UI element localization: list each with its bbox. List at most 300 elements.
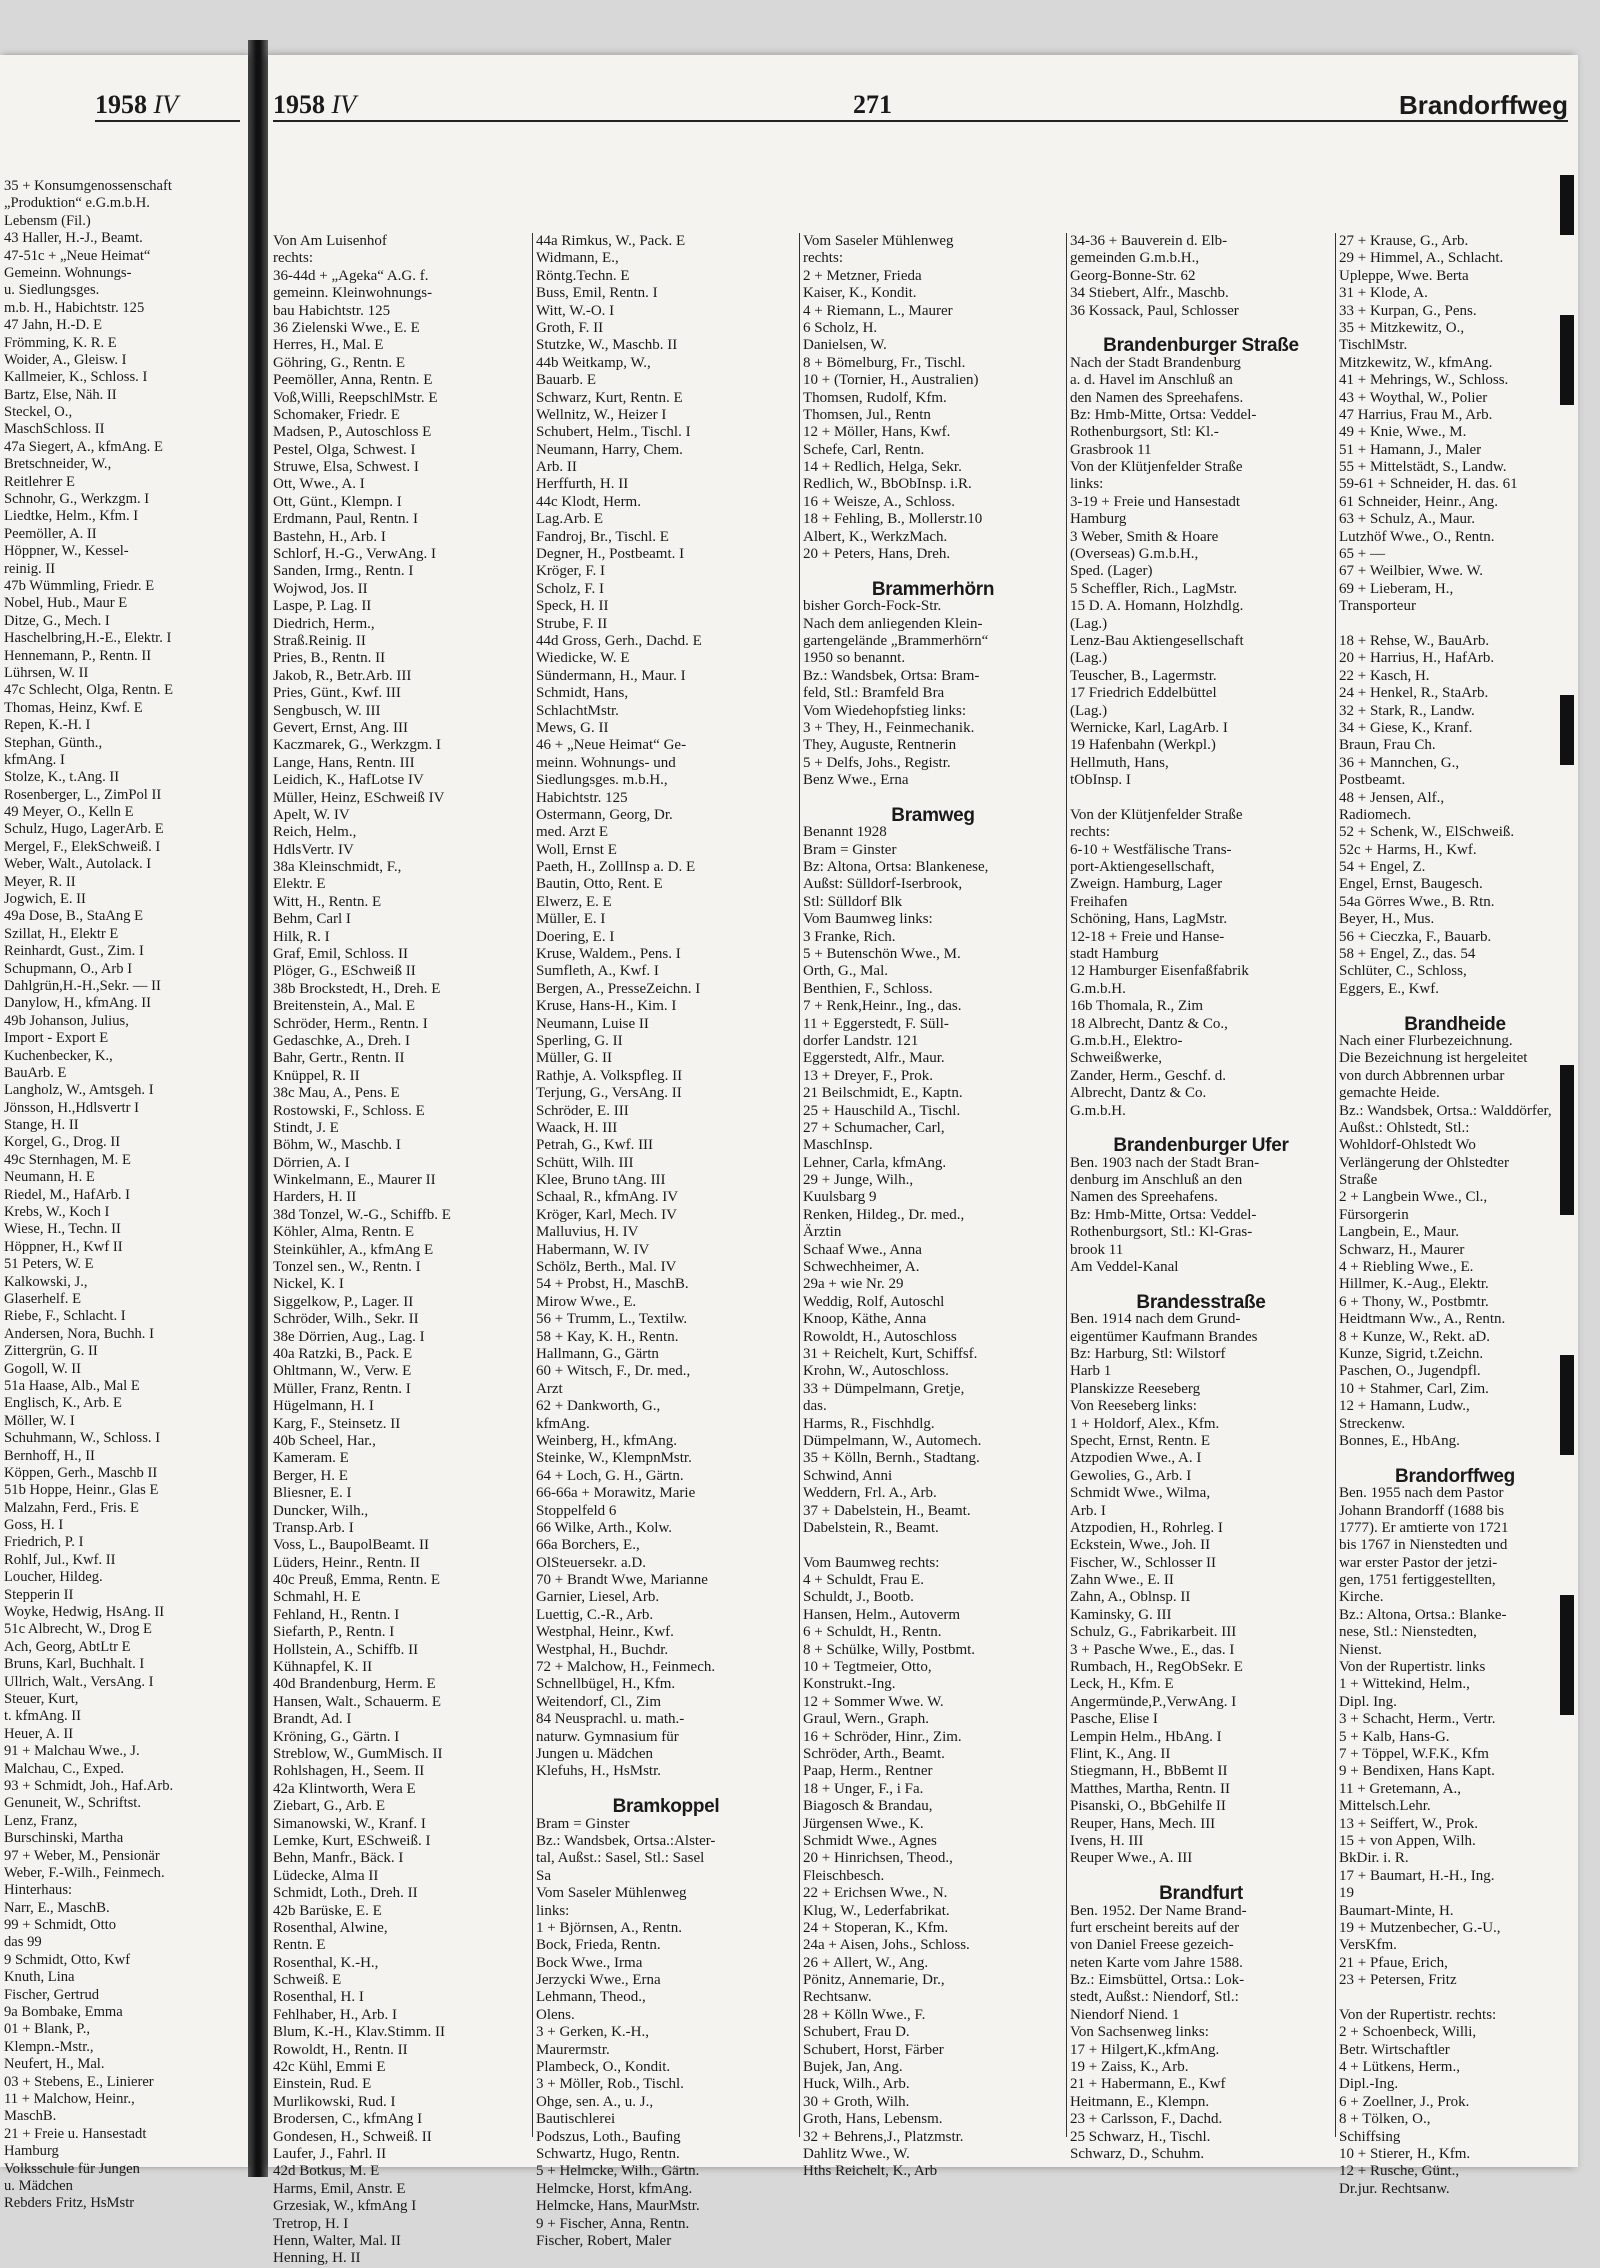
directory-line: Krohn, W., Autoschloss.	[803, 1363, 949, 1380]
directory-line: Plöger, G., ESchweiß II	[273, 963, 416, 980]
directory-line: Neufert, H., Mal.	[4, 2056, 105, 2073]
left-header-volume: IV	[153, 90, 179, 119]
directory-line: Müller, G. II	[536, 1050, 613, 1067]
directory-line: Streckenw.	[1339, 1415, 1406, 1432]
directory-line: Lange, Hans, Rentn. III	[273, 754, 415, 771]
directory-line: Elektr. E	[273, 876, 326, 893]
directory-line: Sengbusch, W. III	[273, 702, 381, 719]
directory-line: Bock Wwe., Irma	[536, 1954, 643, 1971]
directory-line: Biagosch & Brandau,	[803, 1798, 933, 1815]
directory-line: Rohlshagen, H., Seem. II	[273, 1763, 425, 1780]
directory-line: Repen, K.-H. I	[4, 717, 91, 734]
directory-line: 91 + Malchau Wwe., J.	[4, 1743, 140, 1760]
directory-line: Thomsen, Rudolf, Kfm.	[803, 389, 947, 406]
directory-line: Wiese, H., Techn. II	[4, 1221, 121, 1238]
directory-line: Vom Saseler Mühlenweg	[536, 1885, 687, 1902]
book-gutter	[248, 40, 268, 2177]
directory-line: 47-51c + „Neue Heimat“	[4, 247, 151, 264]
directory-line: Fischer, Robert, Maler	[536, 2232, 672, 2249]
directory-line: Wellnitz, W., Heizer I	[536, 406, 667, 423]
directory-line: eigentümer Kaufmann Brandes	[1070, 1328, 1258, 1345]
directory-line: Müller, Heinz, ESchweiß IV	[273, 789, 445, 806]
directory-line: 40b Scheel, Har.,	[273, 1432, 376, 1449]
directory-line: Schmidt, Hans,	[536, 685, 629, 702]
directory-line: 40d Brandenburg, Herm. E	[273, 1676, 436, 1693]
directory-line: Hansen, Walt., Schauerm. E	[273, 1693, 442, 1710]
directory-line: rechts:	[803, 250, 843, 267]
directory-line: Terjung, G., VersAng. II	[536, 1085, 682, 1102]
directory-line: 8 + Schülke, Willy, Postbmt.	[803, 1641, 976, 1658]
directory-line: 36 + Mannchen, G.,	[1339, 754, 1460, 771]
directory-line: links:	[1070, 476, 1104, 493]
directory-line: 13 + Seiffert, W., Prok.	[1339, 1815, 1479, 1832]
directory-line: Lenz, Franz,	[4, 1812, 78, 1829]
directory-line: Englisch, K., Arb. E	[4, 1395, 122, 1412]
blank-line	[1339, 998, 1571, 1015]
directory-line: 52 + Schenk, W., ElSchweiß.	[1339, 824, 1515, 841]
directory-line: Langholz, W., Amtsgeh. I	[4, 1082, 154, 1099]
street-heading: Brandesstraße	[1136, 1291, 1266, 1313]
directory-line: Hillmer, K.-Aug., Elektr.	[1339, 1276, 1489, 1293]
directory-line: Krebs, W., Koch I	[4, 1204, 110, 1221]
directory-line: 25 Schwarz, H., Tischl.	[1070, 2128, 1211, 2145]
directory-line: MaschSchloss. II	[4, 421, 105, 438]
directory-line: Straße	[1339, 1172, 1378, 1189]
directory-line: Postbeamt.	[1339, 772, 1406, 789]
directory-line: Ärztin	[803, 1224, 842, 1241]
entries-column-5	[1339, 233, 1571, 2198]
directory-line: Von der Rupertistr. rechts:	[1339, 2006, 1497, 2023]
directory-line: Buss, Emil, Rentn. I	[536, 285, 658, 302]
directory-line: 7 + Töppel, W.F.K., Kfm	[1339, 1745, 1489, 1762]
directory-line: Paeth, H., ZollInsp a. D. E	[536, 859, 696, 876]
directory-line: Bz.: Altona, Ortsa.: Blanke-	[1339, 1606, 1507, 1623]
directory-line: Steuer, Kurt,	[4, 1690, 79, 1707]
directory-line: Lührsen, W. II	[4, 664, 89, 681]
directory-line: 4 + Schuldt, Frau E.	[803, 1572, 924, 1589]
directory-line: Verlängerung der Ohlstedter	[1339, 1154, 1509, 1171]
directory-line: 8 + Bömelburg, Fr., Tischl.	[803, 354, 966, 371]
directory-line: links:	[536, 1902, 570, 1919]
directory-line: Doering, E. I	[536, 928, 615, 945]
blank-line	[1070, 790, 1332, 807]
directory-line: a. d. Havel im Anschluß an	[1070, 372, 1233, 389]
directory-line: Thomas, Heinz, Kwf. E	[4, 699, 143, 716]
street-heading: Brammerhörn	[871, 578, 995, 600]
directory-line: Mergel, F., ElekSchweiß. I	[4, 838, 161, 855]
directory-line: Schröder, E. III	[536, 1102, 629, 1119]
directory-line: gemeinden G.m.b.H.,	[1070, 250, 1200, 267]
directory-line: Außst.: Ohlstedt, Stl.:	[1339, 1119, 1470, 1136]
directory-line: 93 + Schmidt, Joh., Haf.Arb.	[4, 1777, 174, 1794]
directory-line: Bernhoff, H., II	[4, 1447, 95, 1464]
directory-line: 20 + Harrius, H., HafArb.	[1339, 650, 1495, 667]
directory-line: Schomaker, Friedr. E	[273, 406, 400, 423]
directory-line: Ullrich, Walt., VersAng. I	[4, 1673, 154, 1690]
directory-line: They, Auguste, Rentnerin	[803, 737, 957, 754]
directory-line: Fleischbesch.	[803, 1867, 885, 1884]
directory-line: Schmidt, Loth., Dreh. II	[273, 1885, 418, 1902]
directory-line: Redlich, W., BbObInsp. i.R.	[803, 476, 972, 493]
directory-line: rechts:	[1070, 824, 1110, 841]
directory-line: 49b Johanson, Julius,	[4, 1012, 129, 1029]
directory-line: 9 + Fischer, Anna, Rentn.	[536, 2215, 690, 2232]
directory-line: Beyer, H., Mus.	[1339, 911, 1435, 928]
directory-line: 65 + —	[1339, 546, 1385, 563]
directory-line: 8 + Tölken, O.,	[1339, 2111, 1431, 2128]
directory-line: 19 Hafenbahn (Werkpl.)	[1070, 737, 1216, 754]
directory-line: Gedaschke, A., Dreh. I	[273, 1032, 411, 1049]
directory-line: Schefe, Carl, Rentn.	[803, 441, 925, 458]
directory-line: Schnellbügel, H., Kfm.	[536, 1676, 676, 1693]
directory-line: Grzesiak, W., kfmAng I	[273, 2198, 417, 2215]
directory-line: 40a Ratzki, B., Pack. E	[273, 1346, 413, 1362]
directory-line: Malchau, C., Exped.	[4, 1760, 124, 1777]
directory-line: Kaiser, K., Kondit.	[803, 285, 917, 302]
street-heading: Brandfurt	[1159, 1883, 1243, 1905]
directory-line: 10 + Stierer, H., Kfm.	[1339, 2145, 1471, 2162]
directory-line: Dabelstein, R., Beamt.	[803, 1519, 939, 1536]
directory-line: Niendorf Niend. 1	[1070, 2006, 1180, 2023]
directory-line: Bz.: Wandsbek, Ortsa: Bram-	[803, 667, 980, 684]
directory-line: Nickel, K. I	[273, 1276, 344, 1293]
directory-line: 35 + Kölln, Bernh., Stadtang.	[803, 1450, 980, 1467]
thumb-index-mark	[1560, 175, 1574, 235]
directory-line: 6 + Zoellner, J., Prok.	[1339, 2093, 1470, 2110]
directory-line: Schuhmann, W., Schloss. I	[4, 1430, 161, 1447]
directory-line: 42b Barüske, E. E	[273, 1902, 382, 1919]
directory-line: Eckstein, Wwe., Joh. II	[1070, 1537, 1211, 1554]
directory-line: Jakob, R., Betr.Arb. III	[273, 667, 412, 684]
directory-line: Schröder, Herm., Rentn. I	[273, 1015, 428, 1032]
directory-line: Bz: Harburg, Stl: Wilstorf	[1070, 1346, 1226, 1362]
directory-line: Henning, H. II	[273, 2250, 361, 2267]
directory-line: Schulz, G., Fabrikarbeit. III	[1070, 1624, 1237, 1641]
directory-line: Steinkühler, A., kfmAng E	[273, 1241, 434, 1258]
directory-line: Import - Export E	[4, 1030, 109, 1047]
directory-line: gemeinn. Kleinwohnungs-	[273, 285, 433, 302]
directory-line: Wojwod, Jos. II	[273, 580, 368, 597]
directory-line: Dr.jur. Rechtsanw.	[1339, 2180, 1450, 2197]
directory-line: Sumfleth, A., Kwf. I	[536, 963, 659, 980]
directory-line: kfmAng.	[536, 1415, 590, 1432]
directory-line: Riebe, F., Schlacht. I	[4, 1308, 126, 1325]
directory-line: Weddern, Frl. A., Arb.	[803, 1485, 937, 1502]
directory-line: Bz: Altona, Ortsa: Blankenese,	[803, 859, 989, 876]
directory-line: Habermann, W. IV	[536, 1241, 650, 1258]
directory-line: Pries, B., Rentn. II	[273, 650, 386, 667]
directory-line: Knoop, Käthe, Anna	[803, 1311, 927, 1328]
directory-line: Dipl.-Ing.	[1339, 2076, 1399, 2093]
directory-line: 11 + Malchow, Heinr.,	[4, 2090, 135, 2107]
directory-line: Malluvius, H. IV	[536, 1224, 639, 1241]
directory-line: Simanowski, W., Kranf. I	[273, 1815, 426, 1832]
directory-line: Hallmann, G., Gärtn	[536, 1346, 659, 1362]
directory-line: 19 + Zaiss, K., Arb.	[1070, 2059, 1189, 2076]
directory-line: 23 + Petersen, Fritz	[1339, 1972, 1457, 1989]
directory-line: Kruse, Hans-H., Kim. I	[536, 998, 677, 1015]
directory-line: (Overseas) G.m.b.H.,	[1070, 546, 1199, 563]
directory-line: Schmidt Wwe., Wilma,	[1070, 1485, 1211, 1502]
directory-line: Pestel, Olga, Schwest. I	[273, 441, 416, 458]
directory-line: Knuth, Lina	[4, 1969, 75, 1986]
directory-line: 12 Hamburger Eisenfaßfabrik	[1070, 963, 1249, 980]
directory-line: Georg-Bonne-Str. 62	[1070, 267, 1196, 284]
directory-line: port-Aktiengesellschaft,	[1070, 859, 1215, 876]
street-heading: Brandenburger Ufer	[1113, 1135, 1289, 1157]
directory-line: Kunze, Sigrid, t.Zeichn.	[1339, 1346, 1484, 1362]
directory-line: 10 + Tegtmeier, Otto,	[803, 1659, 932, 1676]
directory-line: Matthes, Martha, Rentn. II	[1070, 1780, 1230, 1797]
directory-line: Korgel, G., Drog. II	[4, 1134, 121, 1151]
directory-line: Ostermann, Georg, Dr.	[536, 806, 673, 823]
directory-line: Hellmuth, Hans,	[1070, 754, 1169, 771]
directory-line: Schulz, Hugo, LagerArb. E	[4, 821, 164, 838]
directory-line: 34 + Giese, K., Kranf.	[1339, 719, 1473, 736]
directory-line: Lag.Arb. E	[536, 511, 604, 528]
directory-line: Schlorf, H.-G., VerwAng. I	[273, 546, 437, 563]
directory-line: 7 + Renk,Heinr., Ing., das.	[803, 998, 962, 1015]
directory-line: Konstrukt.-Ing.	[803, 1676, 896, 1693]
directory-line: Steckel, O.,	[4, 404, 73, 421]
directory-line: Freihafen	[1070, 893, 1128, 910]
directory-line: G.m.b.H., Elektro-	[1070, 1032, 1183, 1049]
directory-line: Vom Baumweg links:	[803, 911, 933, 928]
directory-line: Lemke, Kurt, ESchweiß. I	[273, 1832, 431, 1849]
directory-line: 21 + Habermann, E., Kwf	[1070, 2076, 1226, 2093]
directory-line: Rohlf, Jul., Kwf. II	[4, 1551, 116, 1568]
directory-line: Atzpodien, H., Rohrleg. I	[1070, 1519, 1223, 1536]
directory-line: 66a Borchers, E.,	[536, 1537, 640, 1554]
directory-line: Tretrop, H. I	[273, 2215, 349, 2232]
directory-line: Blum, K.-H., Klav.Stimm. II	[273, 2024, 445, 2041]
directory-line: Paap, Herm., Rentner	[803, 1763, 933, 1780]
directory-line: Peemöller, A. II	[4, 525, 97, 542]
directory-line: Thomsen, Jul., Rentn	[803, 406, 931, 423]
directory-line: Dahlitz Wwe., W.	[803, 2145, 910, 2162]
directory-line: Kuchenbecker, K.,	[4, 1047, 113, 1064]
directory-line: Orth, G., Mal.	[803, 963, 888, 980]
directory-line: 44d Gross, Gerh., Dachd. E	[536, 632, 702, 649]
directory-line: Höppner, W., Kessel-	[4, 543, 129, 560]
directory-line: Bz.: Wandsbek, Ortsa.: Walddörfer,	[1339, 1102, 1552, 1119]
directory-line: 66 Wilke, Arth., Kolw.	[536, 1519, 673, 1536]
directory-line: 58 + Kay, K. H., Rentn.	[536, 1328, 679, 1345]
directory-line: 5 + Helmcke, Wilh., Gärtn.	[536, 2163, 700, 2180]
directory-line: Hollstein, A., Schiffb. II	[273, 1641, 419, 1658]
directory-line: 4 + Riebling Wwe., E.	[1339, 1259, 1474, 1276]
directory-line: Brandt, Ad. I	[273, 1711, 352, 1728]
directory-line: 6 + Thony, W., Postbmtr.	[1339, 1293, 1489, 1310]
directory-line: Bliesner, E. I	[273, 1485, 352, 1502]
directory-line: 5 + Kalb, Hans-G.	[1339, 1728, 1450, 1745]
directory-line: Weddig, Rolf, Autoschl	[803, 1293, 945, 1310]
directory-line: Schwarz, D., Schuhm.	[1070, 2145, 1205, 2162]
directory-line: Reuper Wwe., A. III	[1070, 1850, 1193, 1867]
directory-line: Groth, Hans, Lebensm.	[803, 2111, 943, 2128]
directory-line: Sündermann, H., Maur. I	[536, 667, 686, 684]
directory-line: 26 + Allert, W., Ang.	[803, 1954, 929, 1971]
directory-line: Schwarz, Kurt, Rentn. E	[536, 389, 683, 406]
directory-line: 10 + (Tornier, H., Australien)	[803, 372, 979, 389]
directory-line: Behn, Manfr., Bäck. I	[273, 1850, 404, 1867]
directory-line: Widmann, E.,	[536, 250, 619, 267]
directory-line: TischlMstr.	[1339, 337, 1408, 354]
directory-line: Bock, Frieda, Rentn.	[536, 1937, 661, 1954]
directory-line: Fischer, W., Schlosser II	[1070, 1554, 1217, 1571]
directory-line: 63 + Schulz, A., Maur.	[1339, 511, 1475, 528]
directory-line: 9 + Bendixen, Hans Kapt.	[1339, 1763, 1495, 1780]
directory-line: 11 + Gretemann, A.,	[1339, 1780, 1462, 1797]
directory-line: Wernicke, Karl, LagArb. I	[1070, 719, 1228, 736]
directory-line: Ben. 1914 nach dem Grund-	[1070, 1311, 1241, 1328]
directory-line: 6 Scholz, H.	[803, 319, 878, 336]
directory-line: Stl: Sülldorf Blk	[803, 893, 903, 910]
directory-line: Groth, F. II	[536, 319, 604, 336]
directory-line: 54 + Probst, H., MaschB.	[536, 1276, 689, 1293]
directory-line: 29a + wie Nr. 29	[803, 1276, 904, 1293]
directory-line: Bujek, Jan, Ang.	[803, 2059, 903, 2076]
directory-line: Köppen, Gerh., Maschb II	[4, 1464, 158, 1481]
directory-line: 3 + Pasche Wwe., E., das. I	[1070, 1641, 1235, 1658]
directory-line: Ben. 1955 nach dem Pastor	[1339, 1485, 1504, 1502]
directory-line: 36 Zielenski Wwe., E. E	[273, 319, 420, 336]
directory-line: 32 + Stark, R., Landw.	[1339, 702, 1475, 719]
directory-line: Vom Saseler Mühlenweg	[803, 233, 954, 249]
directory-line: Gogoll, W. II	[4, 1360, 82, 1377]
directory-line: gartengelände „Brammerhörn“	[803, 632, 989, 649]
directory-line: 03 + Stebens, E., Linierer	[4, 2073, 154, 2090]
directory-line: Liedtke, Helm., Kfm. I	[4, 508, 139, 525]
directory-line: Kaminsky, G. III	[1070, 1606, 1172, 1623]
directory-line: 24 + Henkel, R., StaArb.	[1339, 685, 1489, 702]
directory-line: Gewolies, G., Arb. I	[1070, 1467, 1192, 1484]
entries-column-2	[536, 233, 796, 2250]
directory-line: Ott, Wwe., A. I	[273, 476, 365, 493]
directory-line: Klempn.-Mstr.,	[4, 2038, 94, 2055]
directory-line: Reitlehrer E	[4, 473, 75, 490]
directory-line: Rostowski, F., Schloss. E	[273, 1102, 425, 1119]
directory-line: Bautischlerei	[536, 2111, 616, 2128]
directory-line: Heidtmann Ww., A., Rentn.	[1339, 1311, 1506, 1328]
directory-line: Klefuhs, H., HsMstr.	[536, 1763, 662, 1780]
directory-line: Knüppel, R. II	[273, 1067, 360, 1084]
directory-line: Siefarth, P., Rentn. I	[273, 1624, 395, 1641]
directory-line: Steinke, W., KlempnMstr.	[536, 1450, 692, 1467]
directory-line: Frömming, K. R. E	[4, 334, 117, 351]
directory-line: Lenz-Bau Aktiengesellschaft	[1070, 632, 1244, 649]
directory-line: gemachte Heide.	[1339, 1085, 1440, 1102]
directory-line: Sanden, Irmg., Rentn. I	[273, 563, 414, 580]
directory-line: Jerzycki Wwe., Erna	[536, 1972, 661, 1989]
directory-line: 38d Tonzel, W.-G., Schiffb. E	[273, 1206, 451, 1223]
directory-line: Schwind, Anni	[803, 1467, 893, 1484]
directory-line: Stoppelfeld 6	[536, 1502, 617, 1519]
entries-column-4	[1070, 233, 1332, 2163]
directory-line: Rumbach, H., RegObSekr. E	[1070, 1659, 1243, 1676]
directory-line: Murlikowski, Rud. I	[273, 2093, 396, 2110]
directory-line: 20 + Hinrichsen, Theod.,	[803, 1850, 953, 1867]
right-page	[268, 55, 1578, 2267]
directory-line: Schuldt, J., Bootb.	[803, 1589, 914, 1606]
directory-line: Leidich, K., HafLotse IV	[273, 772, 424, 789]
directory-line: 12 + Hamann, Ludw.,	[1339, 1398, 1470, 1415]
directory-line: Pisanski, O., BbGehilfe II	[1070, 1798, 1226, 1815]
directory-line: 28 + Kölln Wwe., F.	[803, 2006, 926, 2023]
directory-line: reinig. II	[4, 560, 56, 577]
directory-line: Stepperin II	[4, 1586, 74, 1603]
directory-line: 1 + Björnsen, A., Rentn.	[536, 1919, 682, 1936]
page-number: 271	[853, 90, 892, 119]
directory-line: 17 + Baumart, H.-H., Ing.	[1339, 1867, 1495, 1884]
directory-line: BkDir. i. R.	[1339, 1850, 1409, 1867]
directory-line: Schaal, R., kfmAng. IV	[536, 1189, 679, 1206]
directory-line: 42d Botkus, M. E	[273, 2163, 380, 2180]
directory-line: Böhm, W., Maschb. I	[273, 1137, 401, 1154]
directory-line: Rechtsanw.	[803, 1989, 872, 2006]
directory-line: 2 + Metzner, Frieda	[803, 267, 922, 284]
directory-line: Jönsson, H.,Hdlsvertr I	[4, 1099, 139, 1116]
directory-line: Wohldorf-Ohlstedt Wo	[1339, 1137, 1476, 1154]
directory-line: 67 + Weilbier, Wwe. W.	[1339, 563, 1483, 580]
directory-line: Grasbrook 11	[1070, 441, 1152, 458]
directory-line: 23 + Carlsson, F., Dachd.	[1070, 2111, 1223, 2128]
directory-line: 21 + Freie u. Hansestadt	[4, 2125, 147, 2142]
directory-line: Erdmann, Paul, Rentn. I	[273, 511, 418, 528]
directory-line: Transp.Arb. I	[273, 1519, 354, 1536]
directory-line: Bz: Hmb-Mitte, Ortsa: Veddel-	[1070, 406, 1257, 423]
directory-line: m.b. H., Habichtstr. 125	[4, 299, 145, 316]
directory-line: Schöning, Hans, LagMstr.	[1070, 911, 1228, 928]
directory-line: Radiomech.	[1339, 806, 1412, 823]
directory-line: Andersen, Nora, Buchh. I	[4, 1325, 154, 1342]
directory-line: Zahn, A., Oblnsp. II	[1070, 1589, 1191, 1606]
directory-line: 99 + Schmidt, Otto	[4, 1917, 117, 1934]
directory-line: Schiffsing	[1339, 2128, 1401, 2145]
directory-line: t. kfmAng. II	[4, 1708, 82, 1725]
directory-line: Schubert, Horst, Färber	[803, 2041, 944, 2058]
directory-line: Laufer, J., Fahrl. II	[273, 2145, 387, 2162]
directory-line: Haschelbring,H.-E., Elektr. I	[4, 630, 172, 647]
directory-line: 32 + Behrens,J., Platzmstr.	[803, 2128, 964, 2145]
directory-line: Schmidt Wwe., Agnes	[803, 1832, 937, 1849]
directory-line: Vom Baumweg rechts:	[803, 1554, 940, 1571]
directory-line: Namen des Spreehafens.	[1070, 1189, 1218, 1206]
directory-line: 4 + Lütkens, Herm.,	[1339, 2059, 1460, 2076]
directory-line: Hamburg	[4, 2143, 59, 2160]
directory-line: Stiegmann, H., BbBemt II	[1070, 1763, 1228, 1780]
directory-line: Bonnes, E., HbAng.	[1339, 1432, 1460, 1449]
directory-line: Rothenburgsort, Stl.: Kl-Gras-	[1070, 1224, 1253, 1241]
directory-line: 34-36 + Bauverein d. Elb-	[1070, 233, 1228, 249]
directory-line: meinn. Wohnungs- und	[536, 754, 676, 771]
right-header-volume: IV	[331, 90, 357, 119]
directory-line: bisher Gorch-Fock-Str.	[803, 598, 942, 615]
directory-line: Helmcke, Horst, kfmAng.	[536, 2180, 693, 2197]
directory-line: rechts:	[273, 250, 313, 267]
directory-line: Voss, L., BaupolBeamt. II	[273, 1537, 429, 1554]
directory-line: Köhler, Alma, Rentn. E	[273, 1224, 415, 1241]
directory-line: MaschInsp.	[803, 1137, 873, 1154]
directory-line: Speck, H. II	[536, 598, 609, 615]
directory-line: 3 + Schacht, Herm., Vertr.	[1339, 1711, 1496, 1728]
left-page-header	[95, 90, 240, 122]
directory-line: Hinterhaus:	[4, 1882, 73, 1899]
directory-line: Gemeinn. Wohnungs-	[4, 264, 132, 281]
directory-line: Rosenthal, K.-H.,	[273, 1954, 379, 1971]
directory-line: Graf, Emil, Schloss. II	[273, 946, 408, 963]
directory-line: Rosenberger, L., ZimPol II	[4, 786, 162, 803]
